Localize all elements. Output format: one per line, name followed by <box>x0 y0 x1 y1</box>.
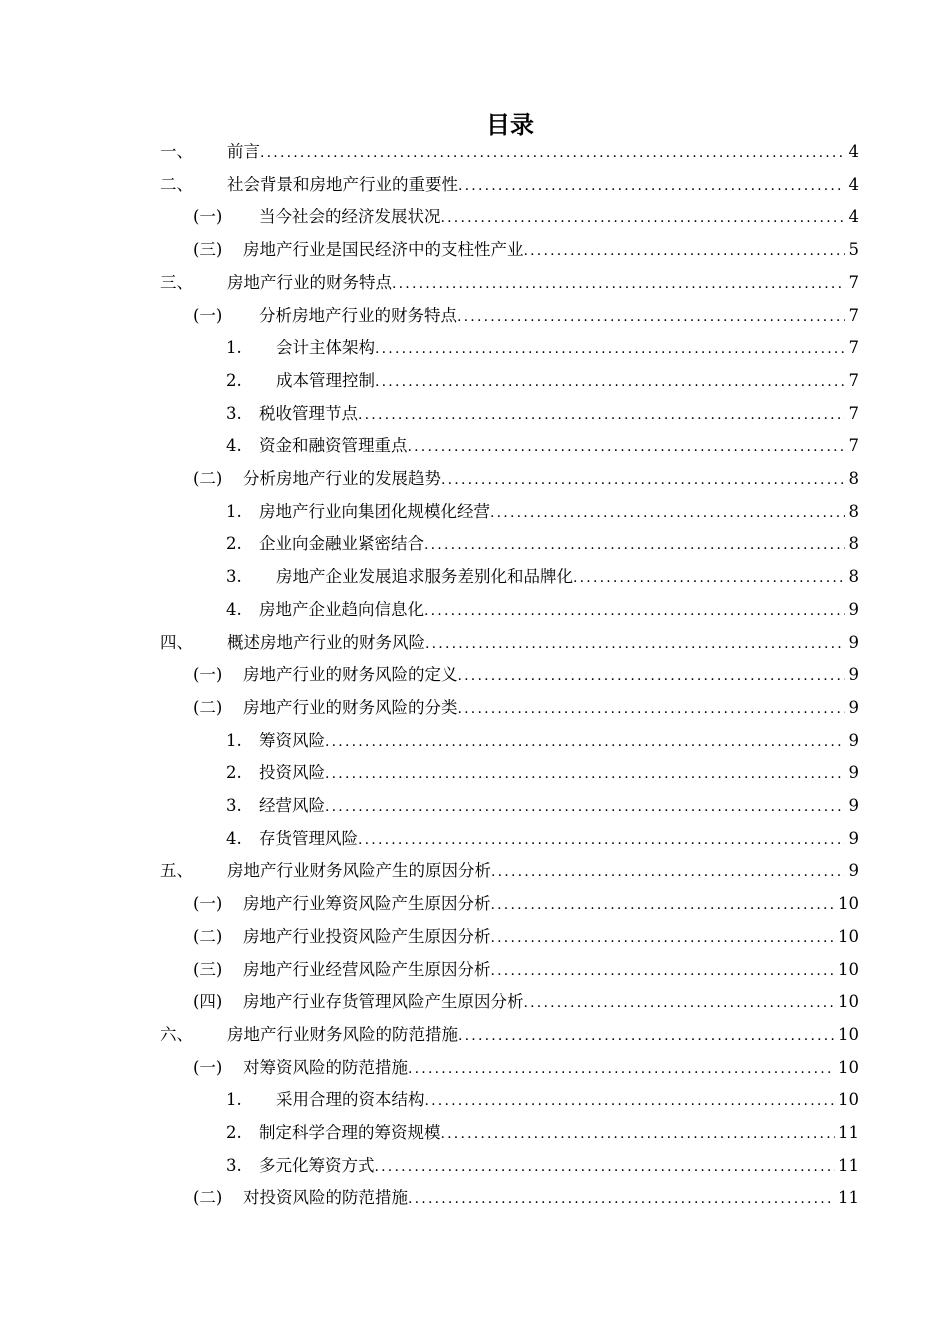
toc-entry-title: 房地产企业趋向信息化 <box>259 599 424 619</box>
dot-leader <box>458 660 846 692</box>
toc-entry-page-number: 10 <box>838 926 859 946</box>
toc-entry[interactable] <box>0 1150 950 1182</box>
toc-entry-number: 六、 <box>160 1024 193 1044</box>
toc-entry-page-number: 7 <box>848 305 859 325</box>
toc-entry[interactable] <box>0 169 950 201</box>
toc-entry-number: 2. <box>226 534 242 554</box>
toc-entry[interactable] <box>0 1182 950 1214</box>
toc-entry-number: 1. <box>226 338 242 358</box>
dot-leader <box>375 333 845 365</box>
toc-entry-title: 房地产行业是国民经济中的支柱性产业 <box>243 240 524 260</box>
toc-entry-leader <box>243 1182 835 1215</box>
toc-entry-number: 一、 <box>160 142 193 161</box>
toc-entry-leader <box>259 300 845 333</box>
toc-entry[interactable] <box>0 234 950 266</box>
toc-entry-leader <box>243 954 835 987</box>
toc-entry-title: 房地产行业存货管理风险产生原因分析 <box>243 992 524 1012</box>
toc-entry[interactable] <box>0 1117 950 1149</box>
toc-entry-number: 3. <box>226 1155 242 1175</box>
toc-entry-page-number: 7 <box>848 338 859 358</box>
dot-leader <box>441 464 845 496</box>
toc-entry-page-number: 9 <box>848 730 859 750</box>
toc-entry-title: 经营风险 <box>259 796 325 815</box>
toc-entry-number: (一) <box>193 1057 223 1077</box>
toc-entry-number: 3. <box>226 403 242 423</box>
toc-entry-number: 二、 <box>160 174 193 194</box>
toc-entry-leader <box>259 201 845 234</box>
dot-leader <box>425 628 845 660</box>
toc-entry[interactable] <box>0 921 950 953</box>
dot-leader <box>491 922 836 954</box>
dot-leader <box>408 1053 835 1085</box>
toc-entry-page-number: 9 <box>848 861 859 881</box>
toc-entry-page-number: 4 <box>848 142 859 161</box>
toc-entry[interactable] <box>0 1052 950 1084</box>
toc-entry-title: 多元化筹资方式 <box>259 1155 375 1175</box>
toc-entry-number: 2. <box>226 763 242 783</box>
toc-entry-number: (二) <box>193 697 223 717</box>
toc-entry-page-number: 10 <box>838 1024 859 1044</box>
toc-entry[interactable] <box>0 496 950 528</box>
toc-entry-number: 4. <box>226 828 242 848</box>
toc-entry-leader <box>243 659 845 692</box>
toc-entry-leader <box>259 757 845 790</box>
toc-entry-page-number: 7 <box>848 370 859 390</box>
toc-entry-leader <box>227 627 845 660</box>
toc-entry-number: 1. <box>226 730 242 750</box>
dot-leader <box>458 1020 835 1052</box>
toc-entry[interactable] <box>0 332 950 364</box>
toc-entry-leader <box>276 1084 835 1117</box>
toc-entry-leader <box>243 234 845 267</box>
toc-entry-leader <box>259 594 845 627</box>
toc-entry-leader <box>259 1150 835 1183</box>
toc-entry-number: (一) <box>193 305 223 325</box>
toc-entry-leader <box>276 332 845 365</box>
toc-entry-leader <box>227 1019 835 1052</box>
toc-entry[interactable] <box>0 267 950 299</box>
toc-entry-leader <box>243 986 835 1019</box>
toc-entry-leader <box>227 136 845 169</box>
toc-entry-page-number: 10 <box>838 1057 859 1077</box>
toc-entry-page-number: 10 <box>838 1090 859 1110</box>
toc-entry[interactable] <box>0 986 950 1018</box>
toc-entry-leader <box>259 398 845 431</box>
toc-entry-title: 房地产行业投资风险产生原因分析 <box>243 926 491 946</box>
dot-leader <box>325 758 845 790</box>
toc-entry-number: 4. <box>226 436 242 456</box>
toc-entry-number: (一) <box>193 894 223 914</box>
toc-entry-page-number: 9 <box>848 796 859 815</box>
toc-entry[interactable] <box>0 365 950 397</box>
toc-entry-number: (一) <box>193 665 223 685</box>
toc-entry-title: 存货管理风险 <box>259 828 358 848</box>
toc-entry-title: 房地产行业的财务风险的定义 <box>243 665 458 685</box>
toc-entry[interactable] <box>0 300 950 332</box>
toc-entry[interactable] <box>0 692 950 724</box>
dot-leader <box>458 693 846 725</box>
toc-entry-leader <box>259 725 845 758</box>
dot-leader <box>573 562 845 594</box>
toc-entry-title: 房地产行业财务风险的防范措施 <box>227 1024 458 1044</box>
toc-entry-title: 制定科学合理的筹资规模 <box>259 1123 441 1142</box>
dot-leader <box>375 366 845 398</box>
toc-entry-number: 3. <box>226 567 242 587</box>
toc-entry-page-number: 9 <box>848 599 859 619</box>
toc-entry-leader <box>259 430 845 463</box>
toc-entry-title: 税收管理节点 <box>259 403 358 423</box>
toc-entry[interactable] <box>0 463 950 495</box>
toc-entry-page-number: 9 <box>848 697 859 717</box>
toc-entry-leader <box>259 790 845 823</box>
toc-entry-page-number: 9 <box>848 665 859 685</box>
toc-entry-number: 1. <box>226 501 242 521</box>
dot-leader <box>524 235 846 267</box>
toc-entry-number: (二) <box>193 926 223 946</box>
toc-entry-title: 分析房地产行业的财务特点 <box>259 305 457 325</box>
toc-entry[interactable] <box>0 823 950 855</box>
dot-leader <box>491 856 845 888</box>
toc-entry-title: 资金和融资管理重点 <box>259 436 408 456</box>
toc-entry[interactable] <box>0 594 950 626</box>
toc-entry[interactable] <box>0 757 950 789</box>
toc-entry-title: 采用合理的资本结构 <box>276 1090 425 1110</box>
toc-entry-page-number: 8 <box>848 469 859 488</box>
toc-entry-title: 房地产行业向集团化规模化经营 <box>259 501 490 521</box>
dot-leader <box>441 202 846 234</box>
dot-leader <box>325 791 845 823</box>
dot-leader <box>408 431 846 463</box>
toc-entry-page-number: 11 <box>838 1155 859 1175</box>
dot-leader <box>491 889 836 921</box>
toc-entry[interactable] <box>0 136 950 168</box>
toc-entry-number: 2. <box>226 370 242 390</box>
toc-entry-page-number: 4 <box>848 207 859 227</box>
toc-entry[interactable] <box>0 888 950 920</box>
toc-entry-leader <box>227 169 845 202</box>
toc-entry-title: 对筹资风险的防范措施 <box>243 1057 408 1077</box>
dot-leader <box>458 170 845 202</box>
toc-entry-title: 当今社会的经济发展状况 <box>259 207 441 227</box>
toc-entry-number: (二) <box>193 1188 223 1208</box>
toc-entry-leader <box>243 921 835 954</box>
toc-entry[interactable] <box>0 398 950 430</box>
toc-entry-page-number: 11 <box>838 1188 859 1208</box>
toc-entry-page-number: 10 <box>838 992 859 1012</box>
toc-entry-page-number: 8 <box>848 534 859 554</box>
toc-entry-leader <box>259 528 845 561</box>
toc-entry[interactable] <box>0 528 950 560</box>
toc-entry-leader <box>243 888 835 921</box>
toc-entry-title: 投资风险 <box>259 763 325 783</box>
toc-entry-title: 房地产行业财务风险产生的原因分析 <box>227 861 491 881</box>
toc-entry-number: (四) <box>193 992 223 1012</box>
toc-entry-title: 会计主体架构 <box>276 338 375 358</box>
toc-entry-page-number: 5 <box>848 240 859 260</box>
toc-entry[interactable] <box>0 1084 950 1116</box>
toc-entry-leader <box>243 1052 835 1085</box>
toc-entry-page-number: 9 <box>848 632 859 652</box>
dot-leader <box>358 399 845 431</box>
toc-entry-number: 2. <box>226 1123 242 1142</box>
toc-entry-number: 4. <box>226 599 242 619</box>
toc-entry-page-number: 7 <box>848 403 859 423</box>
dot-leader <box>490 497 845 529</box>
toc-entry[interactable] <box>0 659 950 691</box>
toc-entry-leader <box>227 855 845 888</box>
dot-leader <box>491 955 836 987</box>
toc-entry-number: (二) <box>193 469 223 488</box>
toc-entry-number: 三、 <box>160 272 193 292</box>
toc-title: 目录 <box>486 111 534 139</box>
toc-entry-page-number: 10 <box>838 894 859 914</box>
toc-entry-number: (三) <box>193 240 223 260</box>
toc-entry-page-number: 8 <box>848 567 859 587</box>
toc-entry[interactable] <box>0 1019 950 1051</box>
toc-entry-title: 概述房地产行业的财务风险 <box>227 632 425 652</box>
toc-entry-page-number: 7 <box>848 272 859 292</box>
dot-leader <box>358 824 845 856</box>
toc-entry-title: 房地产行业筹资风险产生原因分析 <box>243 894 491 914</box>
dot-leader <box>392 268 845 300</box>
toc-entry-page-number: 9 <box>848 828 859 848</box>
toc-entry[interactable] <box>0 201 950 233</box>
toc-entry-leader <box>276 561 845 594</box>
toc-entry-leader <box>243 463 845 496</box>
dot-leader <box>260 137 845 169</box>
dot-leader <box>441 1118 836 1150</box>
toc-entry-page-number: 7 <box>848 436 859 456</box>
toc-entry-number: (三) <box>193 959 223 979</box>
toc-entry-title: 对投资风险的防范措施 <box>243 1188 408 1208</box>
toc-entry-title: 成本管理控制 <box>276 370 375 390</box>
toc-entry-page-number: 8 <box>848 501 859 521</box>
toc-entry-title: 企业向金融业紧密结合 <box>259 534 424 554</box>
toc-entry-title: 房地产企业发展追求服务差别化和品牌化 <box>276 567 573 587</box>
toc-entry[interactable] <box>0 561 950 593</box>
toc-entry-title: 社会背景和房地产行业的重要性 <box>227 174 458 194</box>
toc-entry[interactable] <box>0 790 950 822</box>
dot-leader <box>457 301 845 333</box>
toc-entry[interactable] <box>0 430 950 462</box>
dot-leader <box>375 1151 836 1183</box>
toc-entry-leader <box>259 496 845 529</box>
toc-entry-number: 3. <box>226 796 242 815</box>
toc-entry-leader <box>276 365 845 398</box>
toc-entry[interactable] <box>0 855 950 887</box>
toc-entry[interactable] <box>0 725 950 757</box>
toc-entry-page-number: 4 <box>848 174 859 194</box>
toc-entry-page-number: 11 <box>838 1123 859 1142</box>
dot-leader <box>424 595 845 627</box>
toc-entry-title: 房地产行业的财务风险的分类 <box>243 697 458 717</box>
toc-entry-number: (一) <box>193 207 223 227</box>
toc-entry[interactable] <box>0 627 950 659</box>
dot-leader <box>325 726 845 758</box>
toc-entry[interactable] <box>0 954 950 986</box>
toc-entry-title: 前言 <box>227 142 260 161</box>
dot-leader <box>424 529 845 561</box>
toc-entry-leader <box>243 692 845 725</box>
toc-entry-title: 分析房地产行业的发展趋势 <box>243 469 441 488</box>
toc-entry-leader <box>259 823 845 856</box>
toc-entry-title: 房地产行业经营风险产生原因分析 <box>243 959 491 979</box>
toc-entry-number: 1. <box>226 1090 242 1110</box>
dot-leader <box>425 1085 836 1117</box>
toc-entry-title: 筹资风险 <box>259 730 325 750</box>
toc-entry-page-number: 10 <box>838 959 859 979</box>
toc-entry-page-number: 9 <box>848 763 859 783</box>
toc-entry-number: 四、 <box>160 632 193 652</box>
toc-entry-number: 五、 <box>160 861 193 881</box>
toc-entry-leader <box>259 1117 835 1150</box>
dot-leader <box>408 1183 835 1215</box>
toc-entry-leader <box>227 267 845 300</box>
toc-entry-title: 房地产行业的财务特点 <box>227 272 392 292</box>
dot-leader <box>524 987 836 1019</box>
